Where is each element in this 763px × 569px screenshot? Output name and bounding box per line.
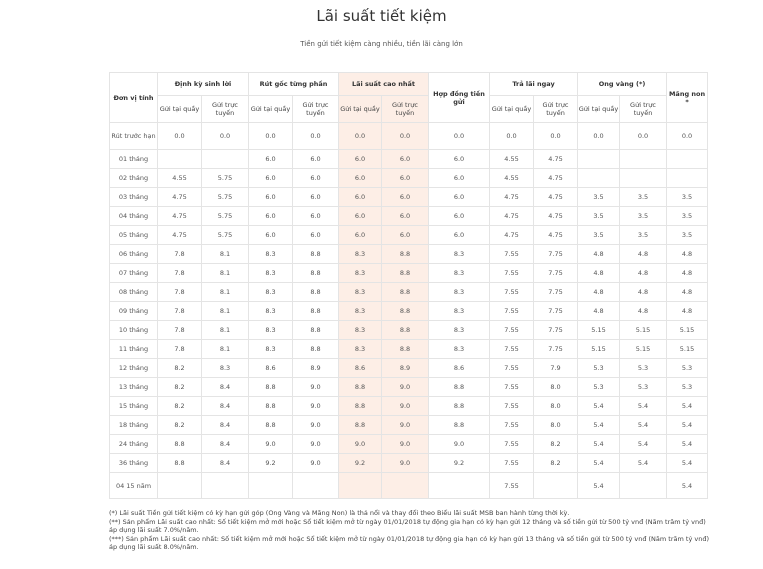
subheader-online: Gửi trực tuyến	[293, 96, 339, 123]
rate-cell: 7.55	[490, 245, 534, 264]
subheader-counter: Gửi tại quầy	[490, 96, 534, 123]
rate-cell: 9.2	[429, 454, 490, 473]
rate-cell: 8.3	[339, 264, 382, 283]
rate-cell: 7.55	[490, 321, 534, 340]
rate-cell	[620, 169, 667, 188]
rate-cell: 4.55	[490, 150, 534, 169]
rate-cell: 8.4	[202, 378, 249, 397]
header-group: Hợp đồng tiền gửi	[429, 73, 490, 123]
rate-cell: 6.0	[249, 207, 293, 226]
rate-cell: 8.1	[202, 283, 249, 302]
rate-cell: 6.0	[339, 169, 382, 188]
rate-cell: 0.0	[202, 123, 249, 150]
rate-cell: 7.55	[490, 302, 534, 321]
rate-cell: 3.5	[578, 188, 620, 207]
table-row	[110, 359, 708, 378]
rate-cell: 4.8	[667, 264, 708, 283]
rate-cell: 5.4	[667, 473, 708, 499]
rate-cell: 4.8	[578, 302, 620, 321]
rate-cell: 8.3	[429, 340, 490, 359]
rate-cell: 8.0	[534, 416, 578, 435]
table-row	[110, 283, 708, 302]
rate-cell: 6.0	[339, 207, 382, 226]
rate-cell: 8.8	[382, 245, 429, 264]
term-cell: 15 tháng	[110, 397, 158, 416]
rate-cell: 8.8	[429, 397, 490, 416]
rate-cell: 6.0	[429, 169, 490, 188]
rate-cell: 7.55	[490, 397, 534, 416]
rate-cell: 8.0	[534, 378, 578, 397]
rate-cell: 8.3	[339, 245, 382, 264]
rate-cell: 9.0	[293, 454, 339, 473]
rate-cell: 6.0	[293, 188, 339, 207]
rate-cell: 0.0	[429, 123, 490, 150]
rate-cell: 7.55	[490, 283, 534, 302]
rate-cell: 8.8	[293, 283, 339, 302]
rate-cell: 8.0	[534, 397, 578, 416]
rate-cell: 8.8	[293, 321, 339, 340]
rate-cell: 4.55	[490, 169, 534, 188]
rate-cell	[620, 473, 667, 499]
footnotes	[109, 509, 709, 552]
rate-cell	[202, 473, 249, 499]
header-group: Định kỳ sinh lời	[158, 73, 249, 96]
rate-cell: 5.4	[578, 416, 620, 435]
subheader-counter: Gửi tại quầy	[158, 96, 202, 123]
rate-cell: 5.15	[667, 340, 708, 359]
table-row	[110, 416, 708, 435]
table-row	[110, 207, 708, 226]
table-row	[110, 302, 708, 321]
table-row	[110, 245, 708, 264]
rate-cell: 8.3	[429, 321, 490, 340]
term-cell: 04 15 năm	[110, 473, 158, 499]
rate-cell: 6.0	[293, 169, 339, 188]
rate-cell: 5.4	[620, 454, 667, 473]
rate-cell: 4.75	[158, 207, 202, 226]
rate-cell: 5.4	[578, 454, 620, 473]
rate-cell: 0.0	[534, 123, 578, 150]
rate-cell: 5.4	[667, 397, 708, 416]
rate-cell: 0.0	[293, 123, 339, 150]
table-body	[110, 123, 708, 499]
rate-cell: 4.75	[534, 226, 578, 245]
rate-cell: 0.0	[382, 123, 429, 150]
rate-cell: 8.4	[202, 435, 249, 454]
rate-cell: 6.0	[339, 150, 382, 169]
rate-cell: 8.8	[382, 283, 429, 302]
rate-cell: 5.4	[667, 435, 708, 454]
rate-cell: 4.8	[578, 245, 620, 264]
rate-cell: 4.75	[490, 207, 534, 226]
rate-cell: 5.3	[667, 378, 708, 397]
rate-cell: 3.5	[620, 226, 667, 245]
subheader-online: Gửi trực tuyến	[202, 96, 249, 123]
rate-cell	[620, 150, 667, 169]
rate-cell	[382, 473, 429, 499]
rate-cell: 4.8	[578, 283, 620, 302]
rate-cell: 8.2	[158, 416, 202, 435]
rate-cell: 8.3	[249, 283, 293, 302]
rate-cell	[534, 473, 578, 499]
rate-cell: 4.75	[534, 150, 578, 169]
rate-cell	[158, 150, 202, 169]
rate-cell: 5.15	[578, 321, 620, 340]
rate-cell: 8.2	[158, 397, 202, 416]
rate-cell: 7.55	[490, 435, 534, 454]
footnote: (***) Sản phẩm Lãi suất cao nhất: Số tiết kiệm mở mới hoặc Sổ tiết kiệm mở từ ngày 01/01/2018 tự động gia hạn có kỳ hạn gửi 13 tháng và số tiền gửi từ 500 tỷ vnđ (Năm trăm tỷ vnđ) áp dụng lãi suất 8.0%/năm.	[109, 534, 709, 552]
term-cell: 03 tháng	[110, 188, 158, 207]
table-row	[110, 340, 708, 359]
rate-cell: 0.0	[249, 123, 293, 150]
rate-cell: 7.75	[534, 340, 578, 359]
table-row	[110, 454, 708, 473]
rate-cell: 8.8	[382, 321, 429, 340]
rate-cell: 9.0	[382, 397, 429, 416]
rate-cell: 6.0	[382, 188, 429, 207]
rate-cell: 8.4	[202, 454, 249, 473]
table-row	[110, 226, 708, 245]
page-title: Lãi suất tiết kiệm	[316, 7, 447, 25]
term-cell: 18 tháng	[110, 416, 158, 435]
rate-cell: 4.75	[534, 207, 578, 226]
rate-cell: 7.75	[534, 245, 578, 264]
rate-cell: 8.8	[382, 302, 429, 321]
table-row	[110, 397, 708, 416]
rate-cell: 7.55	[490, 416, 534, 435]
table-row	[110, 321, 708, 340]
term-cell: 05 tháng	[110, 226, 158, 245]
rate-cell: 9.2	[339, 454, 382, 473]
rate-cell: 5.3	[667, 359, 708, 378]
rate-cell: 8.8	[339, 416, 382, 435]
rate-cell: 5.4	[578, 435, 620, 454]
rate-cell: 8.9	[293, 359, 339, 378]
rate-cell: 0.0	[339, 123, 382, 150]
rate-cell: 7.75	[534, 321, 578, 340]
table-row	[110, 473, 708, 499]
rate-cell: 5.75	[202, 188, 249, 207]
rate-cell: 7.55	[490, 454, 534, 473]
rate-cell: 6.0	[429, 188, 490, 207]
table-row	[110, 264, 708, 283]
rate-cell: 5.4	[667, 416, 708, 435]
rate-cell: 8.3	[429, 264, 490, 283]
rate-cell: 8.3	[249, 340, 293, 359]
rate-cell: 3.5	[667, 207, 708, 226]
rate-cell: 8.3	[249, 321, 293, 340]
rate-cell: 8.1	[202, 264, 249, 283]
rate-cell: 3.5	[578, 226, 620, 245]
subheader-online: Gửi trực tuyến	[620, 96, 667, 123]
rate-cell: 6.0	[429, 226, 490, 245]
rate-cell: 9.0	[382, 416, 429, 435]
rate-cell: 7.55	[490, 359, 534, 378]
rate-cell: 6.0	[339, 188, 382, 207]
term-cell: 08 tháng	[110, 283, 158, 302]
rate-cell: 5.4	[620, 397, 667, 416]
table-row	[110, 435, 708, 454]
rate-cell: 6.0	[249, 188, 293, 207]
header-group: Măng non *	[667, 73, 708, 123]
rate-cell: 8.8	[429, 378, 490, 397]
table-row	[110, 123, 708, 150]
rate-cell: 4.8	[620, 283, 667, 302]
rate-cell: 5.15	[620, 340, 667, 359]
table-row	[110, 150, 708, 169]
rate-cell: 8.8	[293, 264, 339, 283]
rate-cell: 7.75	[534, 264, 578, 283]
rate-cell: 8.4	[202, 397, 249, 416]
rate-cell: 9.2	[249, 454, 293, 473]
subheader-counter: Gửi tại quầy	[339, 96, 382, 123]
rate-cell: 4.8	[667, 302, 708, 321]
table-row	[110, 378, 708, 397]
term-cell: 06 tháng	[110, 245, 158, 264]
rate-cell: 7.55	[490, 340, 534, 359]
rate-cell: 7.55	[490, 264, 534, 283]
rate-cell: 8.8	[339, 378, 382, 397]
rate-cell: 8.3	[429, 302, 490, 321]
rate-cell: 7.8	[158, 245, 202, 264]
rate-cell: 8.8	[293, 302, 339, 321]
rate-cell: 6.0	[382, 150, 429, 169]
rate-cell	[249, 473, 293, 499]
footnote: (*) Lãi suất Tiền gửi tiết kiệm có kỳ hạn gửi góp (Ong Vàng và Măng Non) là thả nổi và thay đổi theo Biểu lãi suất MSB ban hành từng thời kỳ.	[109, 509, 570, 517]
table-row	[110, 169, 708, 188]
rate-cell: 8.3	[429, 283, 490, 302]
rate-cell: 8.8	[382, 264, 429, 283]
rate-cell: 0.0	[158, 123, 202, 150]
term-cell: 01 tháng	[110, 150, 158, 169]
rate-cell	[667, 150, 708, 169]
rate-cell: 9.0	[293, 378, 339, 397]
rate-cell: 8.1	[202, 245, 249, 264]
interest-rate-table	[109, 72, 708, 499]
rate-cell: 8.2	[158, 378, 202, 397]
rate-cell: 8.6	[429, 359, 490, 378]
rate-cell: 0.0	[490, 123, 534, 150]
rate-cell: 8.8	[249, 397, 293, 416]
rate-cell: 5.3	[620, 378, 667, 397]
rate-cell: 9.0	[293, 435, 339, 454]
rate-cell: 8.8	[339, 397, 382, 416]
rate-cell: 4.55	[158, 169, 202, 188]
term-cell: 04 tháng	[110, 207, 158, 226]
rate-cell: 7.8	[158, 340, 202, 359]
rate-cell: 7.8	[158, 283, 202, 302]
rate-cell: 5.3	[620, 359, 667, 378]
rate-cell: 4.75	[158, 226, 202, 245]
rate-cell: 8.6	[249, 359, 293, 378]
rate-cell: 5.4	[667, 454, 708, 473]
rate-cell: 6.0	[249, 150, 293, 169]
rate-cell: 5.4	[578, 397, 620, 416]
rate-cell: 8.3	[339, 321, 382, 340]
rate-cell: 7.8	[158, 264, 202, 283]
rate-cell: 5.4	[620, 435, 667, 454]
rate-cell: 8.1	[202, 302, 249, 321]
rate-cell: 5.3	[578, 378, 620, 397]
rate-cell: 6.0	[249, 169, 293, 188]
rate-cell: 4.8	[620, 302, 667, 321]
rate-cell: 5.4	[620, 416, 667, 435]
rate-cell: 4.75	[490, 226, 534, 245]
rate-cell: 8.9	[382, 359, 429, 378]
rate-cell	[667, 169, 708, 188]
rate-cell: 3.5	[620, 207, 667, 226]
rate-cell: 7.55	[490, 473, 534, 499]
rate-cell: 7.75	[534, 283, 578, 302]
rate-cell: 6.0	[293, 207, 339, 226]
rate-cell: 8.3	[339, 340, 382, 359]
rate-cell: 0.0	[578, 123, 620, 150]
rate-cell	[158, 473, 202, 499]
rate-cell	[202, 150, 249, 169]
rate-cell: 8.3	[339, 302, 382, 321]
rate-cell: 6.0	[382, 226, 429, 245]
term-cell: 36 tháng	[110, 454, 158, 473]
rate-cell: 8.8	[429, 416, 490, 435]
term-cell: Rút trước hạn	[110, 123, 158, 150]
header-term: Đơn vị tính	[110, 73, 158, 123]
rate-cell: 6.0	[339, 226, 382, 245]
rate-cell: 8.8	[158, 435, 202, 454]
rate-cell: 6.0	[293, 150, 339, 169]
term-cell: 09 tháng	[110, 302, 158, 321]
header-group: Rút gốc từng phần	[249, 73, 339, 96]
rate-cell: 4.75	[534, 188, 578, 207]
rate-cell: 9.0	[382, 435, 429, 454]
rate-cell: 9.0	[382, 454, 429, 473]
rate-cell: 9.0	[382, 378, 429, 397]
rate-cell: 6.0	[382, 169, 429, 188]
rate-cell: 7.55	[490, 378, 534, 397]
rate-cell	[293, 473, 339, 499]
term-cell: 10 tháng	[110, 321, 158, 340]
rate-cell: 6.0	[429, 207, 490, 226]
subheader-counter: Gửi tại quầy	[578, 96, 620, 123]
rate-cell: 5.15	[578, 340, 620, 359]
rate-cell: 5.3	[578, 359, 620, 378]
rate-cell: 4.8	[667, 245, 708, 264]
rate-cell: 8.3	[429, 245, 490, 264]
rate-cell: 4.75	[490, 188, 534, 207]
rate-cell	[339, 473, 382, 499]
rate-cell: 7.75	[534, 302, 578, 321]
term-cell: 12 tháng	[110, 359, 158, 378]
header-group: Trả lãi ngay	[490, 73, 578, 96]
rate-cell: 3.5	[667, 226, 708, 245]
rate-cell: 9.0	[293, 397, 339, 416]
rate-cell: 8.3	[249, 264, 293, 283]
rate-cell: 4.8	[667, 283, 708, 302]
rate-cell: 7.9	[534, 359, 578, 378]
rate-cell: 7.8	[158, 321, 202, 340]
rate-cell: 9.0	[249, 435, 293, 454]
rate-cell: 8.8	[293, 245, 339, 264]
rate-cell: 8.3	[202, 359, 249, 378]
rate-cell: 8.2	[158, 359, 202, 378]
header-group: Lãi suất cao nhất	[339, 73, 429, 96]
rate-cell: 8.2	[534, 435, 578, 454]
rate-cell: 8.8	[293, 340, 339, 359]
rate-cell: 8.8	[382, 340, 429, 359]
rate-cell: 6.0	[429, 150, 490, 169]
rate-cell	[429, 473, 490, 499]
rate-cell: 9.0	[293, 416, 339, 435]
term-cell: 24 tháng	[110, 435, 158, 454]
rate-cell: 5.4	[578, 473, 620, 499]
rate-cell: 8.2	[534, 454, 578, 473]
rate-cell: 8.8	[158, 454, 202, 473]
subheader-online: Gửi trực tuyến	[382, 96, 429, 123]
rate-cell: 9.0	[429, 435, 490, 454]
term-cell: 13 tháng	[110, 378, 158, 397]
rate-cell: 8.1	[202, 321, 249, 340]
rate-cell: 8.4	[202, 416, 249, 435]
rate-cell: 8.3	[339, 283, 382, 302]
rate-cell	[578, 169, 620, 188]
rate-cell: 8.8	[249, 416, 293, 435]
rate-cell: 8.3	[249, 245, 293, 264]
rate-cell: 5.75	[202, 169, 249, 188]
rate-cell: 5.15	[667, 321, 708, 340]
term-cell: 07 tháng	[110, 264, 158, 283]
rate-cell: 8.6	[339, 359, 382, 378]
rate-cell: 4.8	[578, 264, 620, 283]
rate-cell: 8.8	[249, 378, 293, 397]
rate-cell: 0.0	[620, 123, 667, 150]
rate-cell: 8.3	[249, 302, 293, 321]
rate-cell: 9.0	[339, 435, 382, 454]
rate-cell: 5.75	[202, 226, 249, 245]
rate-cell: 6.0	[382, 207, 429, 226]
subheader-online: Gửi trực tuyến	[534, 96, 578, 123]
term-cell: 11 tháng	[110, 340, 158, 359]
rate-cell: 3.5	[578, 207, 620, 226]
subheader-counter: Gửi tại quầy	[249, 96, 293, 123]
rate-cell: 8.1	[202, 340, 249, 359]
rate-cell: 3.5	[620, 188, 667, 207]
rate-cell: 7.8	[158, 302, 202, 321]
rate-cell: 0.0	[667, 123, 708, 150]
rate-cell: 5.15	[620, 321, 667, 340]
rate-cell: 4.75	[158, 188, 202, 207]
rate-cell	[578, 150, 620, 169]
rate-cell: 6.0	[249, 226, 293, 245]
term-cell: 02 tháng	[110, 169, 158, 188]
page-subtitle: Tiền gửi tiết kiệm càng nhiều, tiền lãi càng lớn	[300, 40, 463, 48]
rate-cell: 6.0	[293, 226, 339, 245]
rate-cell: 4.8	[620, 264, 667, 283]
rate-cell: 4.8	[620, 245, 667, 264]
rate-cell: 5.75	[202, 207, 249, 226]
rate-cell: 4.75	[534, 169, 578, 188]
rate-cell: 3.5	[667, 188, 708, 207]
footnote: (**) Sản phẩm Lãi suất cao nhất: Số tiết kiệm mở mới hoặc Sổ tiết kiệm mở từ ngày 01/01/2018 tự động gia hạn có kỳ hạn gửi 12 tháng và số tiền gửi từ 500 tỷ vnđ (Năm trăm tỷ vnđ) áp dụng lãi suất 7.0%/năm.	[109, 517, 706, 535]
table-row	[110, 188, 708, 207]
header-group: Ong vàng (*)	[578, 73, 667, 96]
